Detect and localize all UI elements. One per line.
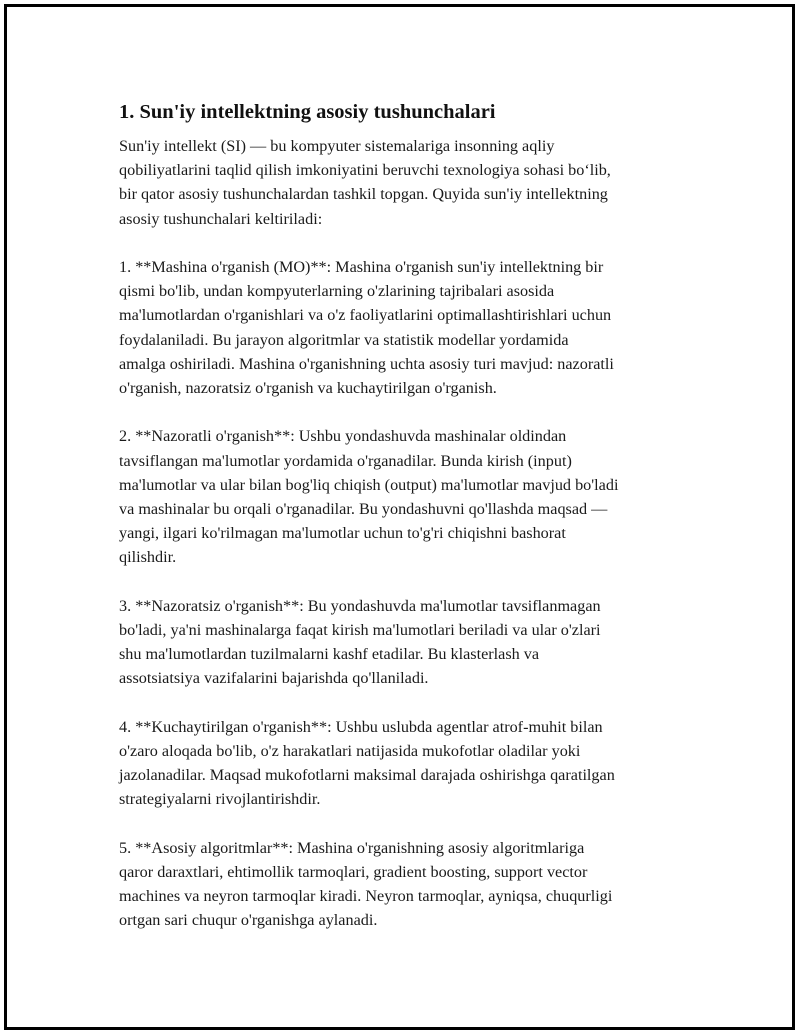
paragraph-supervised-learning xyxy=(119,424,699,569)
text-line: 5. **Asosiy algoritmlar**: Mashina o'rganishning asosiy algoritmlariga xyxy=(119,838,585,857)
text-line: Sun'iy intellekt (SI) — bu kompyuter sistemalariga insonning aqliy xyxy=(119,137,555,155)
text-line: bir qator asosiy tushunchalardan tashkil topgan. Quyida sun'iy intellektning xyxy=(119,185,608,204)
text-line: yangi, ilgari ko'rilmagan ma'lumotlar uchun to'g'ri chiqishni bashorat xyxy=(119,524,566,543)
text-line: amalga oshiriladi. Mashina o'rganishning uchta asosiy turi mavjud: nazoratli xyxy=(119,354,614,373)
document-body xyxy=(119,99,699,957)
text-line: qismi bo'lib, undan kompyuterlarning o'zlarining tajribalari asosida xyxy=(119,282,555,301)
paragraph-intro xyxy=(119,134,699,231)
text-line: o'zaro aloqada bo'lib, o'z harakatlari natijasida mukofotlar oladilar yoki xyxy=(119,742,581,761)
paragraph-reinforcement-learning xyxy=(119,715,699,812)
text-line: bo'ladi, ya'ni mashinalarga faqat kirish ma'lumotlari beriladi va ular o'zlari xyxy=(119,621,601,640)
text-line: shu ma'lumotlardan tuzilmalarni kashf etadilar. Bu klasterlash va xyxy=(119,645,540,664)
document-title: 1. Sun'iy intellektning asosiy tushunchalari xyxy=(119,101,496,123)
text-line: asosiy tushunchalari keltiriladi: xyxy=(119,209,323,228)
text-line: o'rganish, nazoratsiz o'rganish va kuchaytirilgan o'rganish. xyxy=(119,379,497,398)
text-line: 4. **Kuchaytirilgan o'rganish**: Ushbu uslubda agentlar atrof-muhit bilan xyxy=(119,717,603,736)
paragraph-machine-learning xyxy=(119,255,699,400)
text-line: assotsiatsiya vazifalarini bajarishda qo'llaniladi. xyxy=(119,669,429,688)
paragraph-unsupervised-learning xyxy=(119,594,699,691)
text-line: tavsiflangan ma'lumotlar yordamida o'rganadilar. Bunda kirish (input) xyxy=(119,451,572,470)
text-line: ortgan sari chuqur o'rganishga aylanadi. xyxy=(119,911,378,930)
text-line: jazolanadilar. Maqsad mukofotlarni maksimal darajada oshirishga qaratilgan xyxy=(119,766,615,785)
text-line: qilishdir. xyxy=(119,548,177,567)
text-line: qobiliyatlarini taqlid qilish imkoniyatini beruvchi texnologiya sohasi bo‘lib, xyxy=(119,161,611,180)
text-line: strategiyalarni rivojlantirishdir. xyxy=(119,790,321,809)
text-line: 3. **Nazoratsiz o'rganish**: Bu yondashuvda ma'lumotlar tavsiflanmagan xyxy=(119,596,601,615)
text-line: ma'lumotlar va ular bilan bog'liq chiqish (output) ma'lumotlar mavjud bo'ladi xyxy=(119,475,619,494)
text-line: qaror daraxtlari, ehtimollik tarmoqlari, gradient boosting, support vector xyxy=(119,863,588,882)
text-line: foydalaniladi. Bu jarayon algoritmlar va statistik modellar yordamida xyxy=(119,330,569,349)
text-line: machines va neyron tarmoqlar kiradi. Neyron tarmoqlar, ayniqsa, chuqurligi xyxy=(119,887,613,906)
text-line: va mashinalar bu orqali o'rganadilar. Bu yondashuvni qo'llashda maqsad — xyxy=(119,500,608,519)
text-line: 1. **Mashina o'rganish (MO)**: Mashina o'rganish sun'iy intellektning bir xyxy=(119,258,604,276)
text-line: ma'lumotlardan o'rganishlari va o'z faoliyatlarini optimallashtirishlari uchun xyxy=(119,306,612,325)
paragraph-core-algorithms xyxy=(119,836,699,933)
page-frame xyxy=(4,4,795,1030)
text-line: 2. **Nazoratli o'rganish**: Ushbu yondashuvda mashinalar oldindan xyxy=(119,427,567,446)
